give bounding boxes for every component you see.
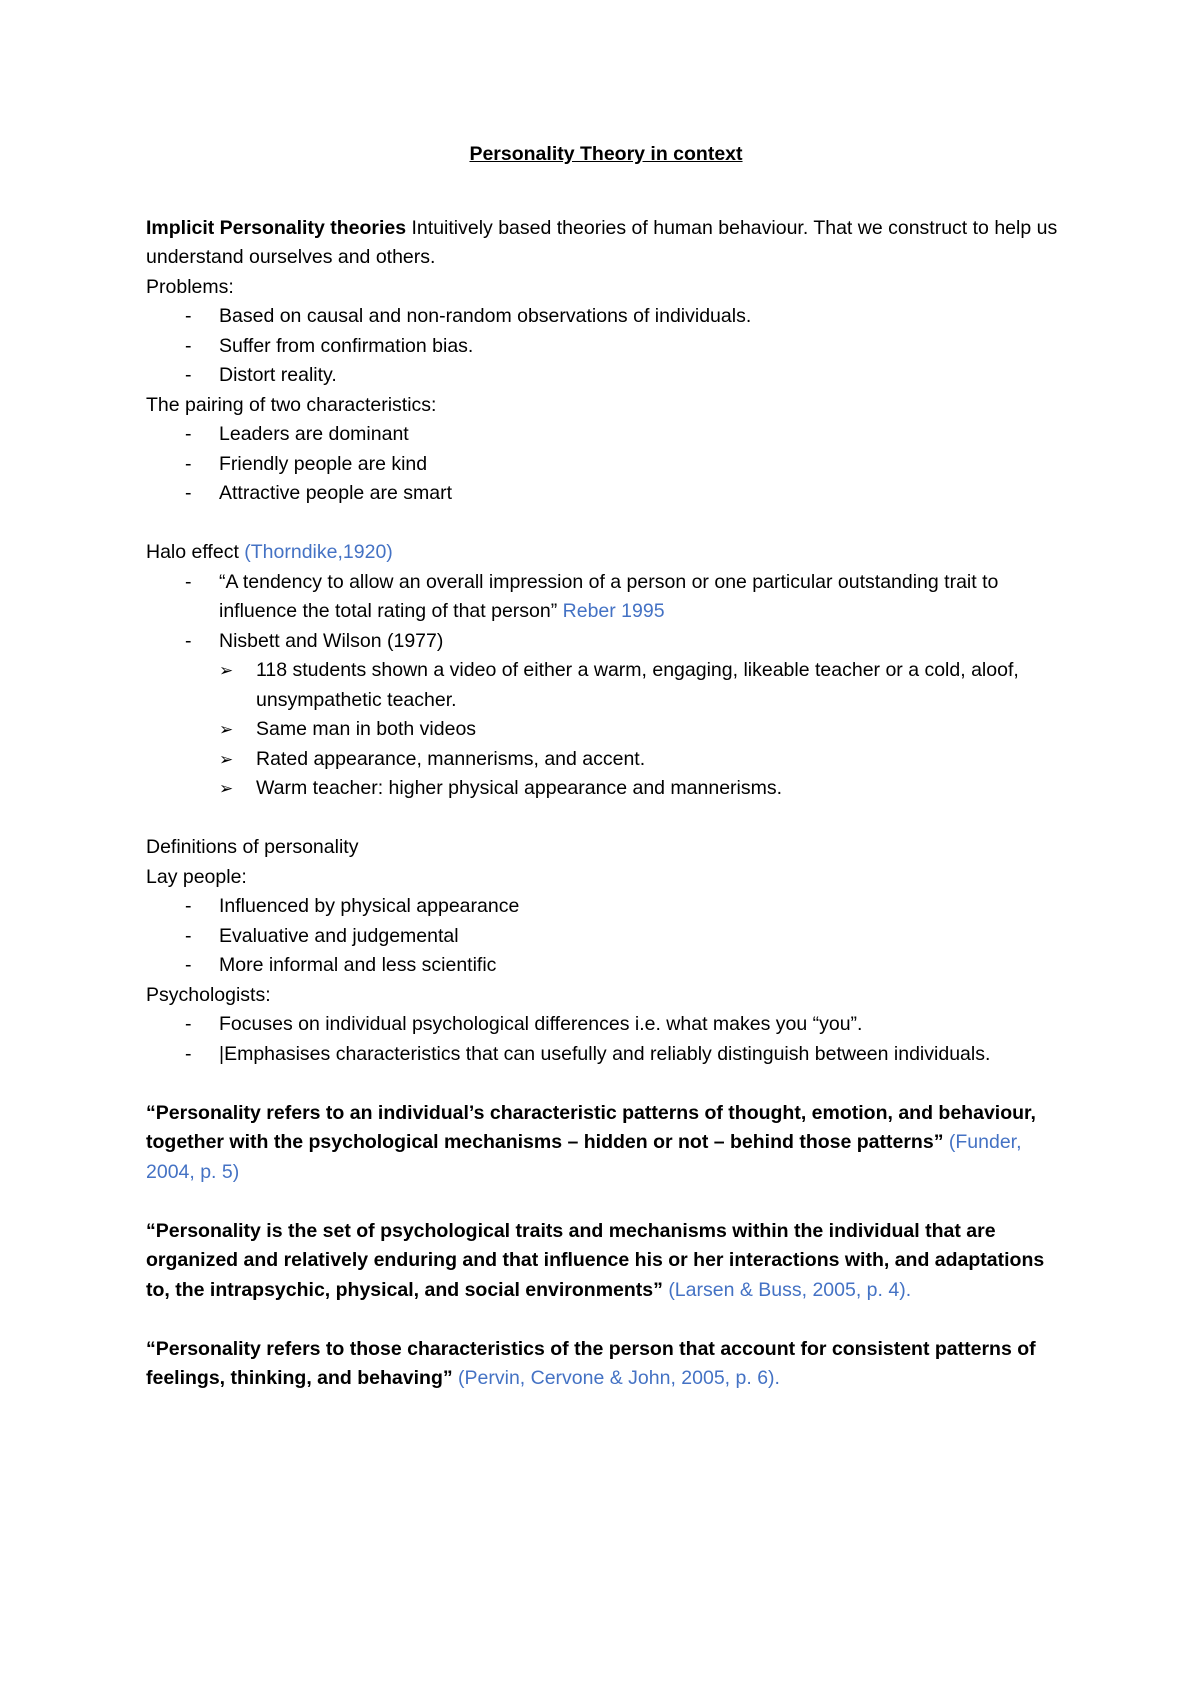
list-item <box>146 627 1066 804</box>
halo-heading-text: Halo effect <box>146 541 245 563</box>
document-page <box>146 140 1066 1394</box>
quote-text: “Personality refers to an individual’s characteristic patterns of thought, emotion, and behaviour, together with the psychological mechanisms – hidden or not – behind those patterns” <box>146 1101 1036 1153</box>
halo-list <box>146 568 1066 804</box>
halo-heading <box>146 538 1066 568</box>
lay-label: Lay people: <box>146 865 247 888</box>
citation: (Funder, 2004, p. 5) <box>146 1131 1022 1183</box>
list-item <box>146 568 1066 627</box>
list-item: ➢ Rated appearance, mannerisms, and accent. <box>219 745 1066 775</box>
citation: (Larsen & Buss, 2005, p. 4). <box>668 1278 912 1301</box>
definitions-heading: Definitions of personality <box>146 836 359 858</box>
problems-list <box>146 302 1066 391</box>
pairing-list <box>146 420 1066 509</box>
list-item: - Evaluative and judgemental <box>146 922 1066 952</box>
list-item: - Suffer from confirmation bias. <box>146 332 1066 362</box>
list-item: ➢ Warm teacher: higher physical appearance and mannerisms. <box>219 774 1066 804</box>
list-item: - Attractive people are smart <box>146 479 1066 509</box>
page-title: Personality Theory in context <box>469 143 743 165</box>
psych-label: Psychologists: <box>146 983 271 1006</box>
citation: (Pervin, Cervone & John, 2005, p. 6). <box>458 1367 780 1389</box>
quote-paragraph <box>146 1217 1066 1306</box>
list-item: - More informal and less scientific <box>146 951 1066 981</box>
list-item: - |Emphasises characteristics that can usefully and reliably distinguish between individuals. <box>146 1040 1066 1070</box>
quote-text: “Personality refers to those characteristics of the person that account for consistent patterns of feelings, thinking, and behaving” <box>146 1337 1036 1389</box>
quote-text: “Personality is the set of psychological traits and mechanisms within the individual that are organized and relatively enduring and that influence his or her interactions with, and adaptations to, the intrapsychic, physical, and social environments” <box>146 1219 1045 1301</box>
list-item: ➢ 118 students shown a video of either a warm, engaging, likeable teacher or a cold, aloof, unsympathetic teacher. <box>219 656 1066 715</box>
list-item: - Friendly people are kind <box>146 450 1066 480</box>
list-item: - Focuses on individual psychological differences i.e. what makes you “you”. <box>146 1010 1066 1040</box>
pairing-label: The pairing of two characteristics: <box>146 393 437 416</box>
list-item: - Influenced by physical appearance <box>146 892 1066 922</box>
lay-list <box>146 892 1066 981</box>
halo-quote: “A tendency to allow an overall impression of a person or one particular outstanding trait to influence the total rating of that person” <box>219 570 999 622</box>
list-item: - Distort reality. <box>146 361 1066 391</box>
implicit-paragraph <box>146 214 1066 273</box>
quote-paragraph <box>146 1099 1066 1188</box>
implicit-definition: Intuitively based theories of human behaviour. That we construct to help us understand ourselves and others. <box>146 216 1058 268</box>
study-title: Nisbett and Wilson (1977) <box>219 629 444 652</box>
study-points <box>219 656 1066 804</box>
list-item: ➢ Same man in both videos <box>219 715 1066 745</box>
problems-label: Problems: <box>146 275 234 298</box>
list-item: - Leaders are dominant <box>146 420 1066 450</box>
quote-paragraph <box>146 1335 1066 1394</box>
implicit-term: Implicit Personality theories <box>146 216 407 239</box>
citation: (Thorndike,1920) <box>244 541 393 563</box>
list-item: - Based on causal and non-random observations of individuals. <box>146 302 1066 332</box>
psych-list <box>146 1010 1066 1069</box>
citation: Reber 1995 <box>562 600 665 622</box>
